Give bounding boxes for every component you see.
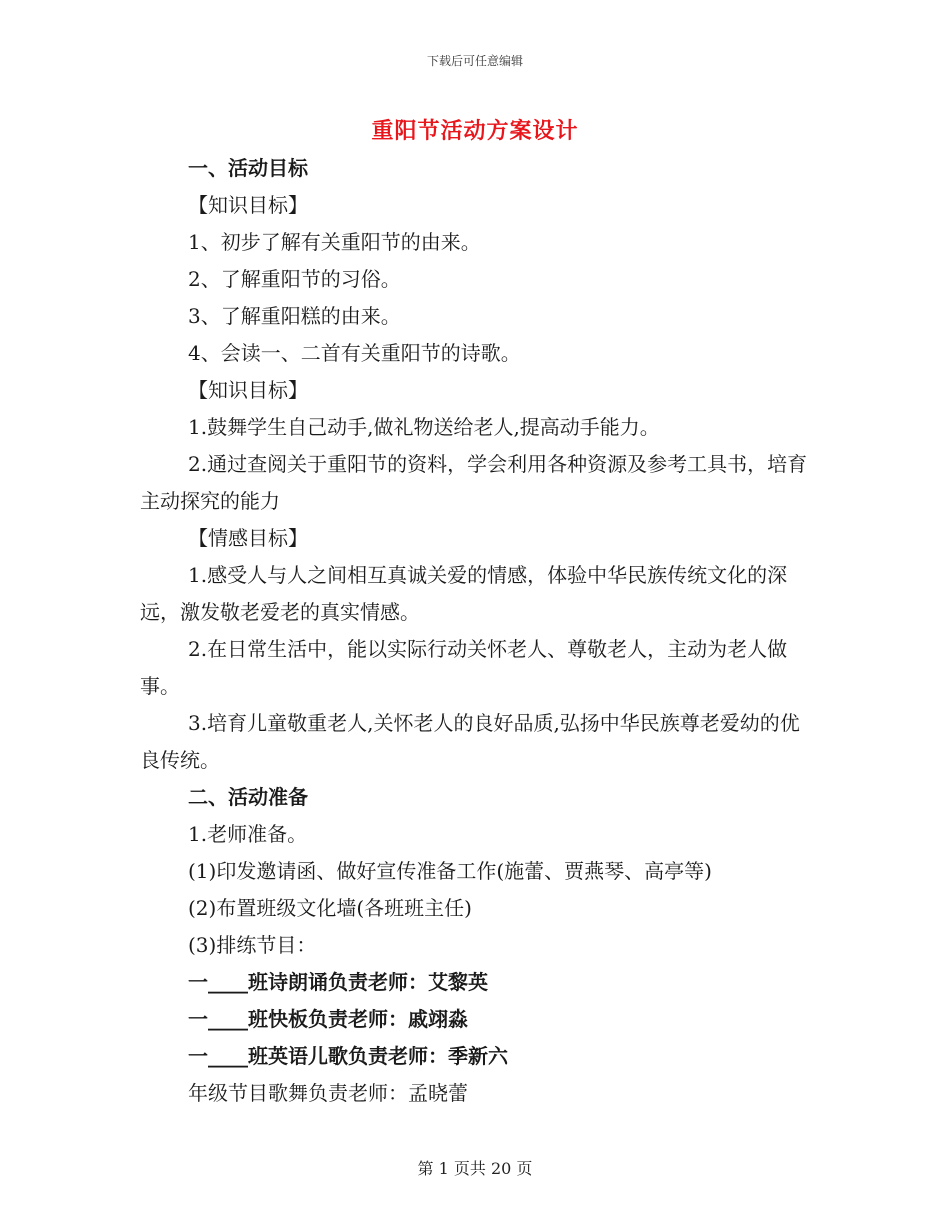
- label-emotion-goals: 【情感目标】: [188, 526, 308, 550]
- section-heading-preparation: 二、活动准备: [188, 785, 308, 809]
- prep-subitem: (1)印发邀请函、做好宣传准备工作(施蕾、贾燕琴、高亭等): [188, 859, 712, 883]
- page-footer: 第 1 页共 20 页: [417, 1159, 533, 1178]
- label-skill-goals: 【知识目标】: [188, 378, 308, 402]
- goal-item: 3、了解重阳糕的由来。: [188, 304, 401, 328]
- goal-item: 1.感受人与人之间相互真诚关爱的情感，体验中华民族传统文化的深远，激发敬老爱老的真实情感。: [140, 563, 788, 624]
- prep-item: 1.老师准备。: [188, 822, 308, 846]
- header-note: 下载后可任意编辑: [426, 54, 523, 68]
- prep-subitem: (3)排练节目：: [188, 933, 317, 957]
- document-body: [140, 150, 808, 1112]
- program-item: 一____班英语儿歌负责老师：季新六: [188, 1044, 508, 1068]
- goal-item: 2、了解重阳节的习俗。: [188, 267, 401, 291]
- goal-item: 2.在日常生活中，能以实际行动关怀老人、尊敬老人，主动为老人做事。: [140, 637, 788, 698]
- prep-subitem: (2)布置班级文化墙(各班班主任): [188, 896, 472, 920]
- goal-item: 4、会读一、二首有关重阳节的诗歌。: [188, 341, 521, 365]
- goal-item: 3.培育儿童敬重老人,关怀老人的良好品质,弘扬中华民族尊老爱幼的优良传统。: [140, 711, 800, 772]
- section-heading-goals: 一、活动目标: [188, 156, 308, 180]
- program-item: 年级节目歌舞负责老师：孟晓蕾: [188, 1081, 468, 1105]
- goal-item: 2.通过查阅关于重阳节的资料，学会利用各种资源及参考工具书，培育主动探究的能力: [140, 452, 808, 513]
- label-knowledge-goals: 【知识目标】: [188, 193, 308, 217]
- program-item: 一____班快板负责老师：戚翊淼: [188, 1007, 468, 1031]
- program-item: 一____班诗朗诵负责老师：艾黎英: [188, 970, 488, 994]
- document-title: 重阳节活动方案设计: [371, 118, 579, 144]
- goal-item: 1.鼓舞学生自己动手,做礼物送给老人,提高动手能力。: [188, 415, 660, 439]
- goal-item: 1、初步了解有关重阳节的由来。: [188, 230, 481, 254]
